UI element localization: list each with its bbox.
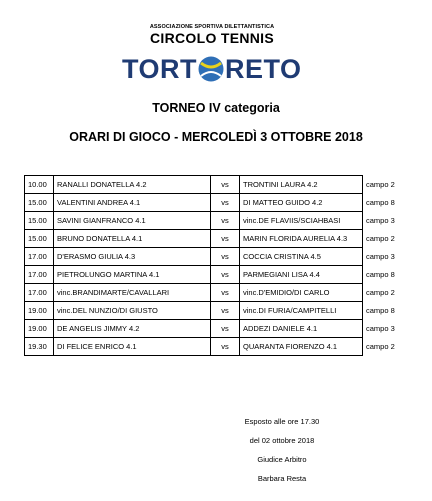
logo-text-part2: RETO <box>225 54 302 84</box>
table-row <box>25 194 410 212</box>
table-row <box>25 248 410 266</box>
match-time: 19.30 <box>25 338 54 356</box>
court-label: campo 2 <box>366 180 395 189</box>
player-two: MARIN FLORIDA AURELIA 4.3 <box>240 230 363 248</box>
schedule-table <box>24 175 410 356</box>
court-label: campo 8 <box>366 306 395 315</box>
court-label: campo 8 <box>366 198 395 207</box>
match-time: 19.00 <box>25 302 54 320</box>
versus-label: vs <box>211 176 240 194</box>
match-time: 17.00 <box>25 284 54 302</box>
table-row <box>25 320 410 338</box>
association-label: ASSOCIAZIONE SPORTIVA DILETTANTISTICA <box>149 24 275 30</box>
schedule-title: ORARI DI GIOCO - MERCOLEDÌ 3 OTTOBRE 2018 <box>69 130 363 144</box>
match-time: 15.00 <box>25 194 54 212</box>
versus-label: vs <box>211 266 240 284</box>
player-one: BRUNO DONATELLA 4.1 <box>54 230 211 248</box>
versus-label: vs <box>211 320 240 338</box>
versus-label: vs <box>211 338 240 356</box>
player-one: vinc.DEL NUNZIO/DI GIUSTO <box>54 302 211 320</box>
match-time: 17.00 <box>25 266 54 284</box>
player-one: SAVINI GIANFRANCO 4.1 <box>54 212 211 230</box>
player-one: DI FELICE ENRICO 4.1 <box>54 338 211 356</box>
tennis-ball-icon <box>197 55 225 83</box>
tournament-title: TORNEO IV categoria <box>152 101 280 115</box>
court-label: campo 3 <box>366 216 395 225</box>
player-two: vinc.D'EMIDIO/DI CARLO <box>240 284 363 302</box>
posted-date: del 02 ottobre 2018 <box>249 436 315 445</box>
player-two: TRONTINI LAURA 4.2 <box>240 176 363 194</box>
player-one: vinc.BRANDIMARTE/CAVALLARI <box>54 284 211 302</box>
footer-notice <box>226 412 338 488</box>
match-time: 15.00 <box>25 212 54 230</box>
player-two: QUARANTA FIORENZO 4.1 <box>240 338 363 356</box>
versus-label: vs <box>211 248 240 266</box>
table-row <box>25 302 410 320</box>
court-label: campo 3 <box>366 324 395 333</box>
club-name: CIRCOLO TENNIS <box>150 30 274 46</box>
match-time: 15.00 <box>25 230 54 248</box>
court-label: campo 2 <box>366 288 395 297</box>
match-time: 10.00 <box>25 176 54 194</box>
versus-label: vs <box>211 284 240 302</box>
club-logo <box>122 52 302 86</box>
court-label: campo 3 <box>366 252 395 261</box>
table-row <box>25 230 410 248</box>
versus-label: vs <box>211 212 240 230</box>
player-two: COCCIA CRISTINA 4.5 <box>240 248 363 266</box>
player-one: DE ANGELIS JIMMY 4.2 <box>54 320 211 338</box>
match-time: 19.00 <box>25 320 54 338</box>
court-label: campo 2 <box>366 234 395 243</box>
versus-label: vs <box>211 194 240 212</box>
table-row <box>25 266 410 284</box>
player-one: D'ERASMO GIULIA 4.3 <box>54 248 211 266</box>
player-one: VALENTINI ANDREA 4.1 <box>54 194 211 212</box>
table-row <box>25 176 410 194</box>
player-two: DI MATTEO GUIDO 4.2 <box>240 194 363 212</box>
court-label: campo 8 <box>366 270 395 279</box>
versus-label: vs <box>211 230 240 248</box>
versus-label: vs <box>211 302 240 320</box>
match-time: 17.00 <box>25 248 54 266</box>
player-two: vinc.DE FLAVIIS/SCIAHBASI <box>240 212 363 230</box>
player-two: ADDEZI DANIELE 4.1 <box>240 320 363 338</box>
player-one: RANALLI DONATELLA 4.2 <box>54 176 211 194</box>
player-one: PIETROLUNGO MARTINA 4.1 <box>54 266 211 284</box>
player-two: PARMEGIANI LISA 4.4 <box>240 266 363 284</box>
table-row <box>25 338 410 356</box>
referee-role: Giudice Arbitro <box>257 455 307 464</box>
court-label: campo 2 <box>366 342 395 351</box>
posted-time: Esposto alle ore 17.30 <box>244 417 320 426</box>
logo-text-part1: TORT <box>122 54 197 84</box>
player-two: vinc.DI FURIA/CAMPITELLI <box>240 302 363 320</box>
referee-name: Barbara Resta <box>257 474 307 483</box>
table-row <box>25 284 410 302</box>
table-row <box>25 212 410 230</box>
